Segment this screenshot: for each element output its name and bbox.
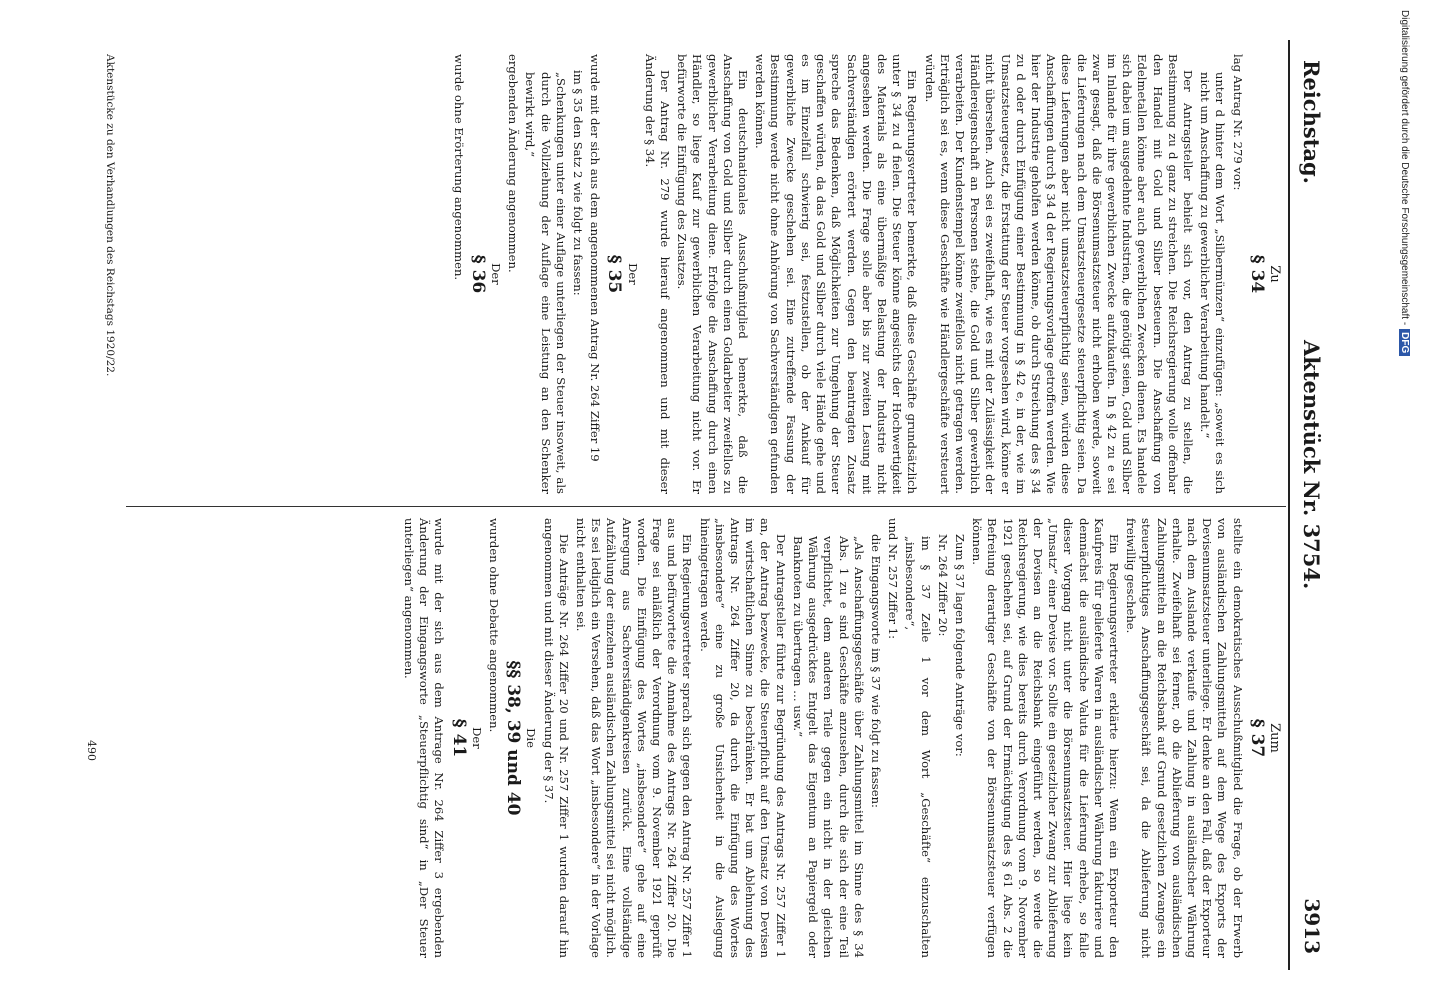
header-reichstag: Reichstag. [1299,60,1324,184]
left-column [122,54,1282,494]
der-label: Der [625,263,640,285]
paragraph: Ein Regierungsvertreter sprach sich gegen den Antrag Nr. 257 Ziffer 1 aus und befürwortete die Annahme des Antrags Nr. 264 Ziffer 20. Die Frage sei anläßlich der Verordnung vom 9. November 1921 geprüft worden. Die Einfügung des Wortes „insbesondere“ gehe auf eine Anregung aus Sachverständigenkreisen zurück. Eine vollständige Aufzählung der einzelnen ausländischen Zahlungsmittel sei nicht möglich. Es sei lediglich ein Versehen, daß das Wort „insbesondere“ in der Vorlage nicht enthalten sei. [574,518,695,958]
header-aktenstueck: Aktenstück Nr. 3754. [1299,340,1324,590]
column-divider [126,506,1286,507]
paragraph: wurde mit der sich aus dem Antrage Nr. 264 Ziffer 3 ergebenden Änderung der Eingangsworte „Steuerpflichtig sind“ in „Der Steuer unterliegen“ angenommen. [402,518,447,958]
paragraph: Der Antragsteller führte zur Begründung des Antrags Nr. 257 Ziffer 1 an, der Antrag bezwecke, die Steuerpflicht auf den Umsatz von Devisen im wirtschaftlichen Sinne zu beschränken. Er bat um Ablehnung des Antrags Nr. 264 Ziffer 20, da durch die Einfügung des Wortes „insbesondere“ eine zu große Unsicherheit in die Auslegung hineingetragen werde. [697,518,788,958]
rotated-document-page [60,40,1330,970]
page-footer: Aktenstücke zu den Verhandlungen des Reichstags 1920/22. [104,54,116,377]
section-38-40-heading: §§ 38, 39 und 40 [503,660,524,816]
right-column [122,518,1282,958]
paragraph: Die Anträge Nr. 264 Ziffer 20 und Nr. 257 Ziffer 1 wurden darauf hin angenommen und mit dieser Änderung der § 37. [541,518,571,958]
paragraph: wurde mit der sich aus dem angenommenen Antrag Nr. 264 Ziffer 19 [588,54,603,462]
paragraph: und Nr. 257 Ziffer 1: [886,518,901,640]
zu-label: Zu [1267,265,1282,283]
paragraph: im § 35 den Satz 2 wie folgt zu fassen: [571,70,586,296]
paragraph: unter d hinter dem Wort „Silbermünzen“ einzufügen: „soweit es sich nicht um Anschaffung zu gewerblicher Verarbeitung handelt.“ [1198,72,1228,494]
footer-page-number: 490 [85,740,98,761]
paragraph: Ein Regierungsvertreter erklärte hierzu: Wenn ein Exporteur den Kaufpreis für gelieferte Waren in ausländischer Währung fakturiere und demnächst die ausländische Valuta für die Lieferung erhebe, so falle dieser Vorgang nicht unter die Börsenumsatzsteuer. Hier liege kein „Umsatz“ einer Devise vor. Sollte ein gesetzlicher Zwang zur Ablieferung der Devisen an die Reichsbank eingeführt werden, so werde die Reichsregierung, wie dies bereits durch Verordnung vom 9. November 1921 geschehen sei, auf Grund der Ermächtigung des § 61 Abs. 2 die Befreiung derartiger Geschäfte von der Börsenumsatzsteuer verfügen können. [970,518,1121,958]
zum-label: Zum [1267,723,1282,753]
header-page-number: 3913 [1300,898,1324,954]
die-label: Die [524,728,539,748]
der-label: Der [489,263,504,285]
section-37-heading: § 37 [1246,718,1267,758]
paragraph: wurde ohne Erörterung angenommen. [451,54,466,281]
paragraph: Zum § 37 lagen folgende Anträge vor: [952,534,967,757]
section-36-heading: § 36 [467,254,488,294]
page-header [1288,40,1330,970]
paragraph: Der Antragsteller behielt sich vor, den Antrag zu stellen, die Bestimmung zu d ganz zu streichen. Die Reichsregierung wolle offenbar den Handel mit Gold und Silber besteuern. Die Anschaffung von Edelmetallen könne aber auch gewerblichen Zwecken dienen. Es handele sich dabei um ausgedehnte Industrien, die genötigt seien, Gold und Silber im Inlande für ihre gewerblichen Zwecke aufzukaufen. In § 42 zu e sei zwar gesagt, daß die Börsenumsatzsteuer nicht erhoben werde, soweit die Lieferungen nach dem Umsatzsteuergesetze steuerpflichtig seien. Da diese Lieferungen aber nicht umsatzsteuerpflichtig seien, würden diese Anschaffungen durch § 34 d der Regierungsvorlage getroffen werden. Wie hier der Industrie geholfen werden könne, ob durch Streichung des § 34 zu d oder durch Einfügung einer Bestimmung in § 42 e, in der, wie im Umsatzsteuergesetz, die Erstattung der Steuer vorgesehen wird, könne er nicht übersehen. Auch sei es zweifelhaft, wie es mit der Zulässigkeit der Händlereigenschaft an Personen stehe, die Gold und Silber gewerblich verarbeiten. Der Kundenstempel könne zweifellos nicht getragen werden. Erträglich sei es, wenn diese Geschäfte wie Händlergeschäfte versteuert würden. [922,54,1195,494]
paragraph: „Als Anschaffungsgeschäfte über Zahlungsmittel im Sinne des § 34 Abs. 1 zu e sind Geschäfte anzusehen, durch die sich der eine Teil verpflichtet, dem anderen Teile gegen ein nicht in der gleichen Währung ausgedrücktes Entgelt das Eigentum an Papiergeld oder Banknoten zu übertragen … usw.“ [790,536,866,958]
paragraph: stellte ein demokratisches Ausschußmitglied die Frage, ob der Erwerb von ausländischen Zahlungsmitteln auf dem Wege des Exports der Devisenumsatzsteuer unterliege. Er denke an den Fall, daß der Exporteur nach dem Auslande verkaufe und Zahlung in ausländischer Währung erhalte. Zweifelhaft sei ferner, ob die Ablieferung von ausländischen Zahlungsmitteln an die Reichsbank auf Grund gesetzlichen Zwanges ein steuerpflichtiges Anschaffungsgeschäft sei, da die Ablieferung nicht freiwillig geschehe. [1124,518,1245,958]
paragraph: wurden ohne Debatte angenommen. [487,518,502,733]
dfg-logo: DFG [1399,329,1410,356]
paragraph: die Eingangsworte im § 37 wie folgt zu fassen: [868,534,883,808]
paragraph: lag Antrag Nr. 279 vor: [1230,54,1245,191]
paragraph: Ein deutschnationales Ausschußmitglied bemerkte, daß die Anschaffung von Gold und Silber durch einen Goldarbeiter zweifellos zu gewerblicher Verarbeitung diene. Erfolge die Anschaffung durch einen Händler, so liege Kauf zur gewerblichen Verarbeitung nicht vor. Er befürworte die Einfügung des Zusatzes. [675,54,751,494]
paragraph: ergebenden Änderung angenommen. [506,54,521,273]
section-41-heading: § 41 [448,718,469,758]
digitization-note [1392,10,1410,970]
paragraph: Nr. 264 Ziffer 20: [935,534,950,637]
paragraph: im § 37 Zeile 1 vor dem Wort „Geschäfte“ einzuschalten „insbesondere“, [903,536,933,958]
paragraph: Der Antrag Nr. 279 wurde hierauf angenommen und mit dieser Änderung der § 34. [642,54,673,494]
paragraph: Ein Regierungsvertreter bemerkte, daß diese Geschäfte grundsätzlich unter § 34 zu d fielen. Die Steuer könne angesichts der Hochwertigkeit des Materials als eine übermäßige Belastung der Industrie nicht angesehen werden. Die Frage solle aber bis zur zweiten Lesung mit Sachverständigen erörtert werden. Gegen den beantragten Zusatz spreche das Bedenken, daß Möglichkeiten zur Umgehung der Steuer geschaffen würden, da das Gold und Silber durch viele Hände gehe und es im Einzelfall schwierig sei, festzustellen, ob der Ankauf für gewerbliche Zwecke geschehen sei. Eine zutreffende Fassung der Bestimmung werde nicht ohne Anhörung von Sachverständigen gefunden werden können. [753,54,920,494]
digitization-text: Digitalisierung gefördert durch die Deutsche Forschungsgemeinschaft - [1399,10,1410,326]
der-label: Der [469,727,484,749]
section-35-heading: § 35 [604,254,625,294]
paragraph: „Schenkungen unter einer Auflage unterliegen der Steuer insoweit, als durch die Vollziehung der Auflage eine Leistung an den Schenker bewirkt wird,“ [523,72,568,494]
section-34-heading: § 34 [1246,254,1267,294]
